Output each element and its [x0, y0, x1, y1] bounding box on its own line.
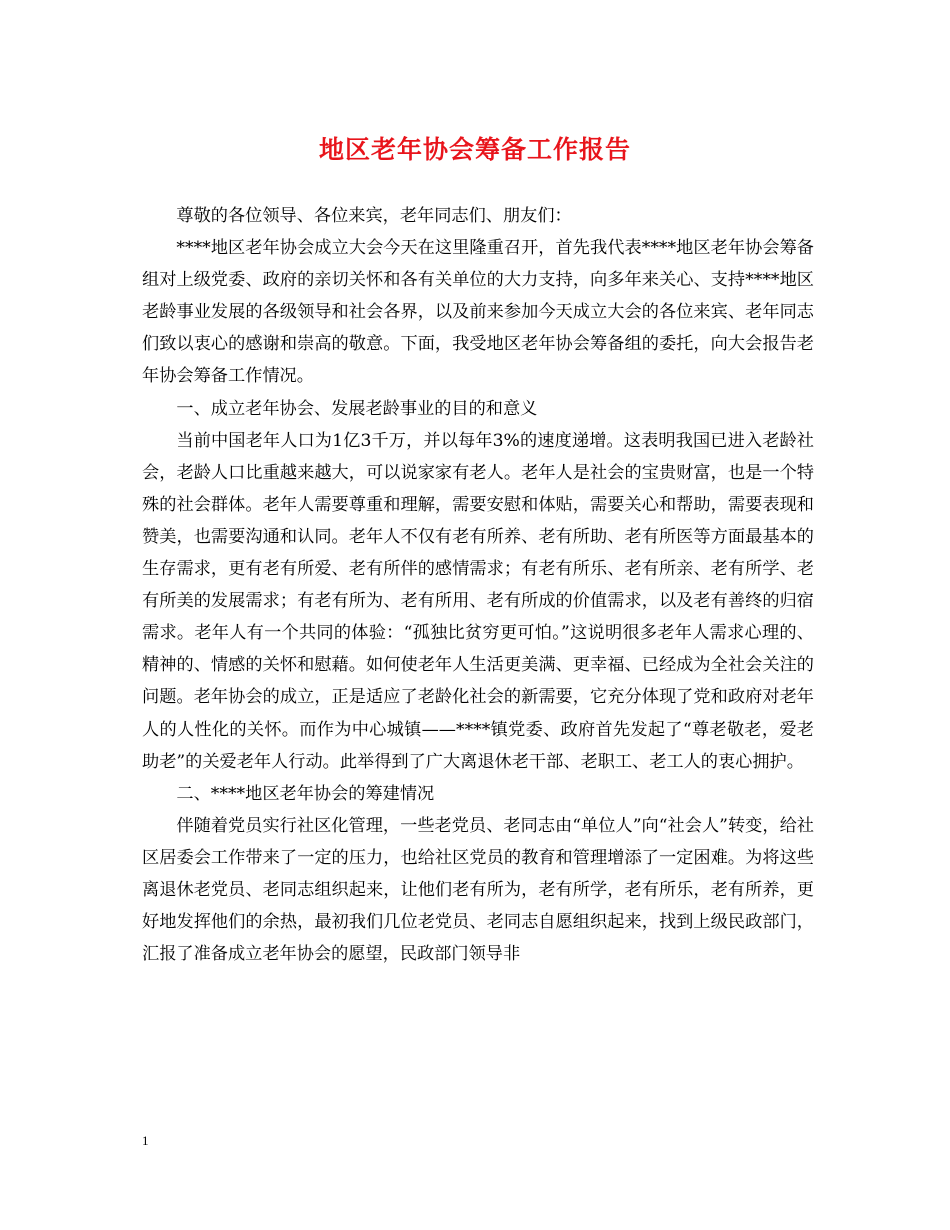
document-body	[142, 200, 814, 970]
greeting-paragraph: 尊敬的各位领导、各位来宾，老年同志们、朋友们：	[176, 206, 572, 226]
section-heading-two: 二、****地区老年协会的筹建情况	[176, 783, 435, 804]
opening-paragraph: ****地区老年协会成立大会今天在这里隆重召开，首先我代表****地区老年协会筹备组对上级党委、政府的亲切关怀和各有关单位的大力支持，向多年来关心、支持****地区老龄事业发展的各级领导和社会各界，以及前来参加今天成立大会的各位来宾、老年同志们致以衷心的感谢和崇高的敬意。下面，我受地区老年协会筹备组的委托，向大会报告老年协会筹备工作情况。	[142, 238, 814, 387]
section-heading-one: 一、成立老年协会、发展老龄事业的目的和意义	[176, 398, 538, 419]
document-title: 地区老年协会筹备工作报告	[318, 135, 631, 164]
page-number: 1	[142, 1133, 149, 1148]
preparation-paragraph: 伴随着党员实行社区化管理，一些老党员、老同志由“单位人”向“社会人”转变，给社区居委会工作带来了一定的压力，也给社区党员的教育和管理增添了一定困难。为将这些离退休老党员、老同志组织起来，让他们老有所为，老有所学，老有所乐，老有所养，更好地发挥他们的余热，最初我们几位老党员、老同志自愿组织起来，找到上级民政部门，汇报了准备成立老年协会的愿望，民政部门领导非	[142, 815, 814, 965]
purpose-paragraph: 当前中国老年人口为1亿3千万，并以每年3%的速度递增。这表明我国已进入老龄社会，老龄人口比重越来越大，可以说家家有老人。老年人是社会的宝贵财富，也是一个特殊的社会群体。老年人需要尊重和理解，需要安慰和体贴，需要关心和帮助，需要表现和赞美，也需要沟通和认同。老年人不仅有老有所养、老有所助、老有所医等方面最基本的生存需求，更有老有所爱、老有所伴的感情需求；有老有所乐、老有所亲、老有所学、老有所美的发展需求；有老有所为、老有所用、老有所成的价值需求，以及老有善终的归宿需求。老年人有一个共同的体验：“孤独比贫穷更可怕。”这说明很多老年人需求心理的、精神的、情感的关怀和慰藉。如何使老年人生活更美满、更幸福、已经成为全社会关注的问题。老年协会的成立，正是适应了老龄化社会的新需要，它充分体现了党和政府对老年人的人性化的关怀。而作为中心城镇——****镇党委、政府首先发起了“尊老敬老，爱老助老”的关爱老年人行动。此举得到了广大离退休老干部、老职工、老工人的衷心拥护。	[142, 430, 814, 772]
